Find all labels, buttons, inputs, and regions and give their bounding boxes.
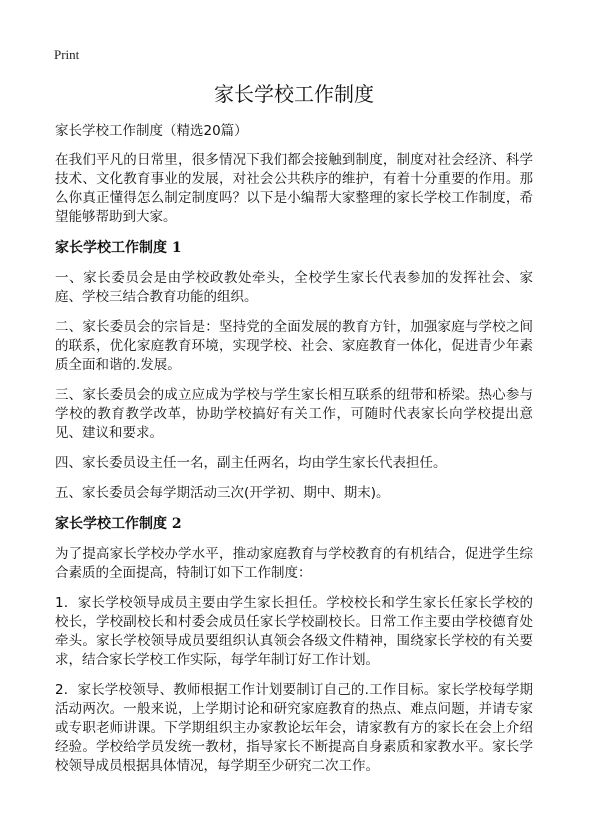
document-subtitle: 家长学校工作制度（精选20篇） — [55, 123, 248, 139]
document-title: 家长学校工作制度 — [214, 82, 374, 106]
paragraph: 一、家长委员会是由学校政教处牵头，全校学生家长代表参加的发挥社会、家庭、学校三结合教育功能的组织。 — [55, 270, 533, 305]
paragraph: 1．家长学校领导成员主要由学生家长担任。学校校长和学生家长任家长学校的校长，学校副校长和村委会成员任家长学校副校长。日常工作主要由学校德育处牵头。家长学校领导成员要组织认真领会各级文件精神，围绕家长学校的有关要求，结合家长学校工作实际，每学年制订好工作计划。 — [55, 595, 533, 668]
section-heading: 家长学校工作制度 2 — [55, 516, 182, 532]
print-link[interactable]: Print — [54, 47, 80, 62]
document-body — [55, 80, 533, 787]
paragraph: 为了提高家长学校办学水平，推动家庭教育与学校教育的有机结合，促进学生综合素质的全面提高，特制订如下工作制度： — [55, 546, 533, 581]
paragraph: 二、家长委员会的宗旨是：坚持党的全面发展的教育方针，加强家庭与学校之间的联系，优化家庭教育环境，实现学校、社会、家庭教育一体化，促进青少年素质全面和谐的.发展。 — [55, 319, 533, 373]
paragraph: 2．家长学校领导、教师根据工作计划要制订自己的.工作目标。家长学校每学期活动两次。一般来说，上学期讨论和研究家庭教育的热点、难点问题，并请专家或专职老师讲课。下学期组织主办家教论坛年会，请家教有方的家长在会上介绍经验。学校给学员发统一教材，指导家长不断提高自身素质和家教水平。家长学校领导成员根据具体情况，每学期至少研究二次工作。 — [55, 682, 533, 774]
paragraph: 三、家长委员会的成立应成为学校与学生家长相互联系的纽带和桥梁。热心参与学校的教育教学改革，协助学校搞好有关工作，可随时代表家长向学校提出意见、建议和要求。 — [55, 387, 533, 441]
paragraph: 四、家长委员设主任一名，副主任两名，均由学生家长代表担任。 — [55, 455, 447, 471]
paragraph: 五、家长委员会每学期活动三次(开学初、期中、期末)。 — [55, 485, 390, 501]
section-heading: 家长学校工作制度 1 — [55, 240, 182, 256]
intro-paragraph: 在我们平凡的日常里，很多情况下我们都会接触到制度，制度对社会经济、科学技术、文化教育事业的发展，对社会公共秩序的维护，有着十分重要的作用。那么你真正懂得怎么制定制度吗？以下是小编帮大家整理的家长学校工作制度，希望能够帮助到大家。 — [55, 152, 533, 225]
